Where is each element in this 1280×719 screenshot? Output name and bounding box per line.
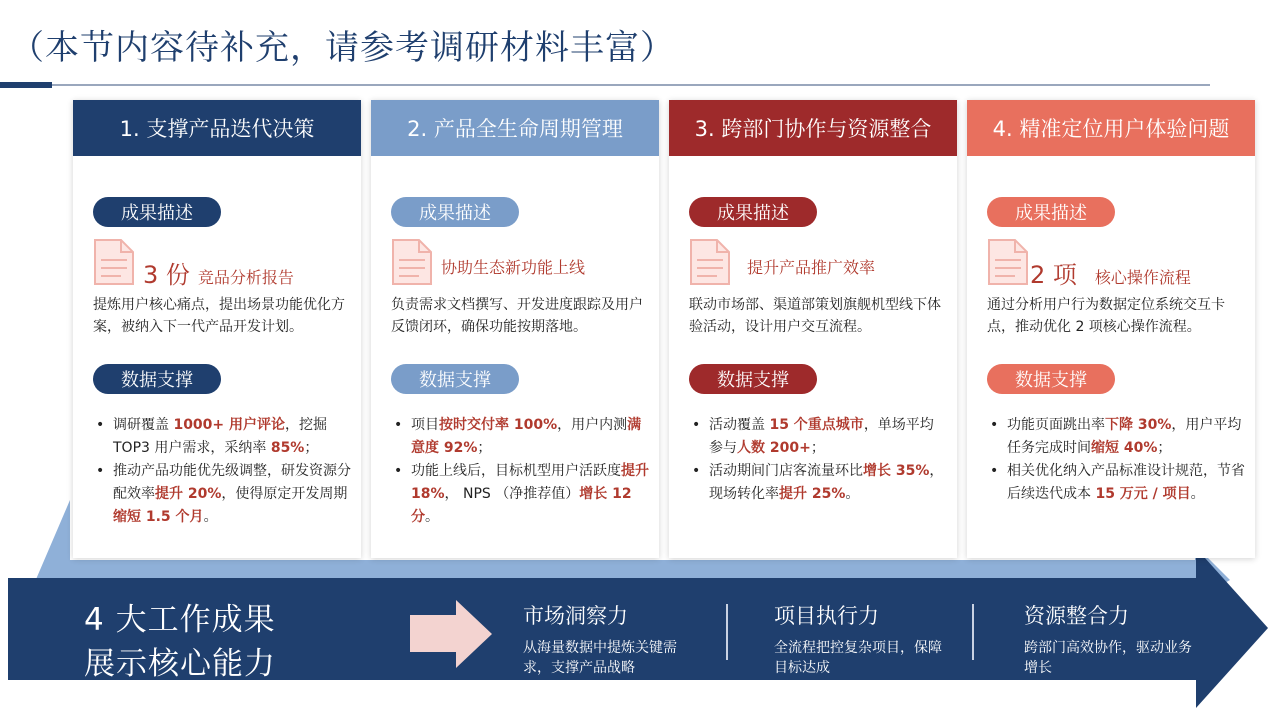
list-item: • 调研覆盖 1000+ 用户评论，挖掘 TOP3 用户需求，采纳率 85%；: [93, 414, 351, 460]
banner-heading-line1: 4 大工作成果: [84, 602, 276, 638]
capability-execution: [774, 600, 954, 678]
list-item: • 活动期间门店客流量环比增长 35%，现场转化率提升 25%。: [689, 460, 947, 506]
list-item: • 项目按时交付率 100%，用户内测满意度 92%；: [391, 414, 649, 460]
card-3-result: [689, 255, 875, 278]
card-4-result: [987, 255, 1191, 290]
card-1-data-pill: 数据支撑: [93, 364, 221, 394]
capability-market-insight: [523, 600, 703, 678]
banner-heading-line2: 展示核心能力: [84, 646, 276, 682]
card-1-result-number: 3 份: [143, 261, 190, 289]
card-4-result-number: 2 项: [1030, 261, 1077, 289]
page-title: （本节内容待补充，请参考调研材料丰富）: [10, 28, 675, 68]
card-1-result: [93, 255, 294, 290]
card-3-title: 3. 跨部门协作与资源整合: [669, 100, 957, 156]
card-1-bullets: [93, 414, 351, 529]
card-1-description: 提炼用户核心痛点，提出场景功能优化方案，被纳入下一代产品开发计划。: [93, 297, 345, 335]
list-item: • 功能上线后，目标机型用户活跃度提升 18%， NPS （净推荐值）增长 12 分。: [391, 460, 649, 529]
card-4-data-pill: 数据支撑: [987, 364, 1115, 394]
card-4: [967, 100, 1255, 558]
card-2-data-pill: 数据支撑: [391, 364, 519, 394]
card-2-result: [391, 255, 585, 278]
capability-title: 资源整合力: [1024, 604, 1129, 628]
card-1-title: 1. 支撑产品迭代决策: [73, 100, 361, 156]
capability-resource-integration: [1024, 600, 1204, 678]
card-2-description: 负责需求文档撰写、开发进度跟踪及用户反馈闭环，确保功能按期落地。: [391, 297, 643, 335]
capability-title: 项目执行力: [774, 604, 879, 628]
card-1-result-label: 竞品分析报告: [197, 268, 294, 287]
list-item: • 推动产品功能优先级调整，研发资源分配效率提升 20%，使得原定开发周期缩短 1.5 个月。: [93, 460, 351, 529]
card-2: [371, 100, 659, 558]
card-3-result-label: 提升产品推广效率: [747, 258, 876, 277]
card-4-result-label: 核心操作流程: [1094, 268, 1191, 287]
card-1: [73, 100, 361, 558]
card-3-data-pill: 数据支撑: [689, 364, 817, 394]
card-1-result-pill: 成果描述: [93, 197, 221, 227]
capability-subtitle: 从海量数据中提炼关键需求，支撑产品战略: [523, 640, 677, 676]
list-item: • 功能页面跳出率下降 30%，用户平均任务完成时间缩短 40%；: [987, 414, 1245, 460]
capability-subtitle: 全流程把控复杂项目，保障目标达成: [774, 640, 942, 676]
card-2-result-label: 协助生态新功能上线: [441, 258, 586, 277]
list-item: • 相关优化纳入产品标准设计规范，节省后续迭代成本 15 万元 / 项目。: [987, 460, 1245, 506]
card-2-bullets: [391, 414, 649, 529]
capability-subtitle: 跨部门高效协作，驱动业务增长: [1024, 640, 1192, 676]
card-2-title: 2. 产品全生命周期管理: [371, 100, 659, 156]
card-2-result-pill: 成果描述: [391, 197, 519, 227]
banner-divider: [972, 604, 974, 660]
card-3: [669, 100, 957, 558]
card-3-bullets: [689, 414, 947, 506]
card-4-result-pill: 成果描述: [987, 197, 1115, 227]
list-item: • 活动覆盖 15 个重点城市，单场平均参与人数 200+；: [689, 414, 947, 460]
card-4-description: 通过分析用户行为数据定位系统交互卡点，推动优化 2 项核心操作流程。: [987, 297, 1225, 335]
card-3-result-pill: 成果描述: [689, 197, 817, 227]
card-3-description: 联动市场部、渠道部策划旗舰机型线下体验活动，设计用户交互流程。: [689, 297, 941, 335]
card-4-bullets: [987, 414, 1245, 506]
card-4-title: 4. 精准定位用户体验问题: [967, 100, 1255, 156]
capability-title: 市场洞察力: [523, 604, 628, 628]
banner-divider: [726, 604, 728, 660]
